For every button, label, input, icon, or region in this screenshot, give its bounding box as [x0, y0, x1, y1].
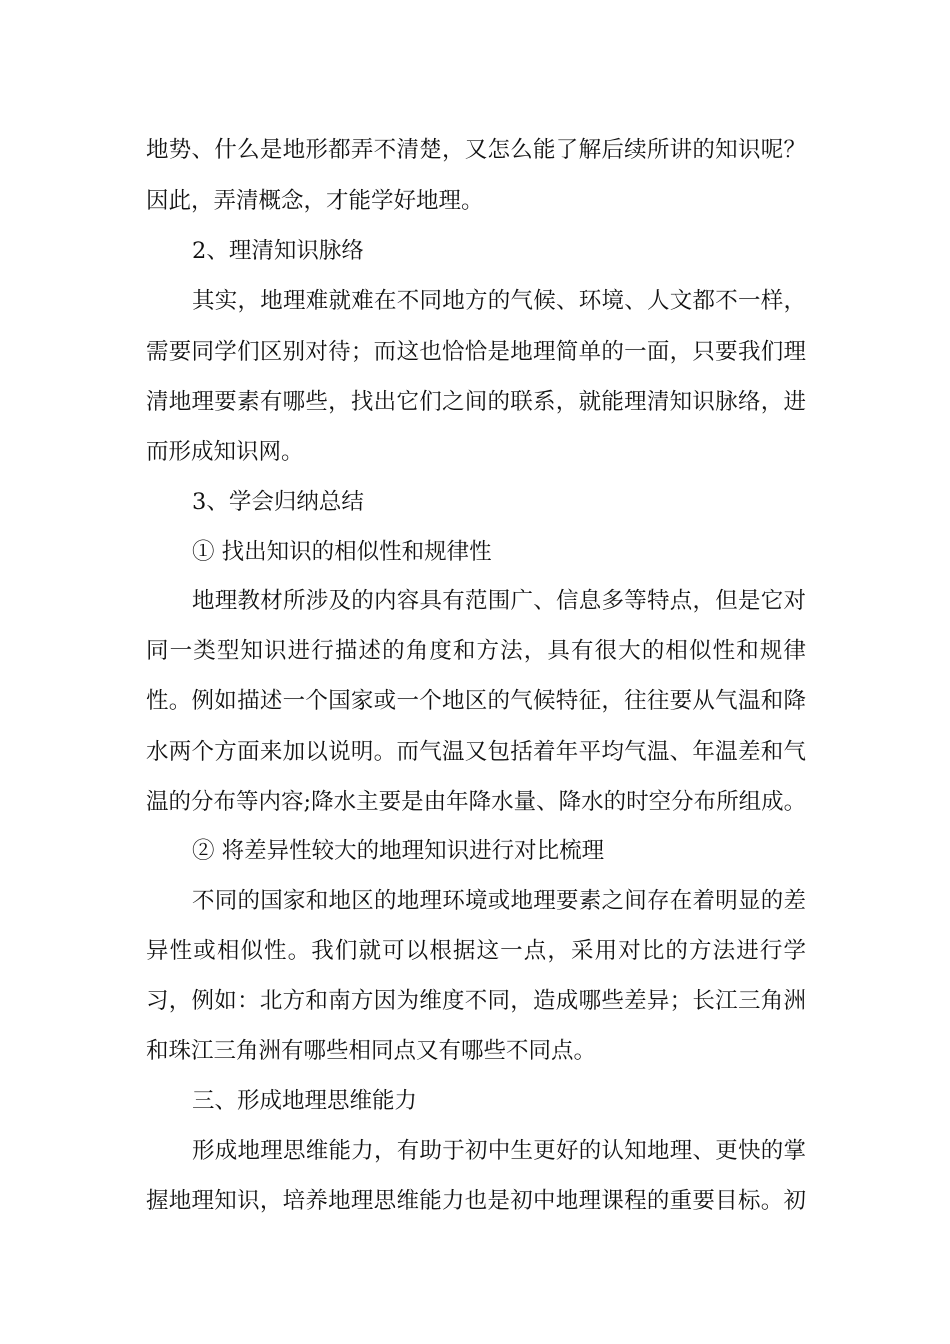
body-line: 握地理知识，培养地理思维能力也是初中地理课程的重要目标。初: [146, 1188, 806, 1214]
subsection-heading: ① 找出知识的相似性和规律性: [192, 539, 492, 565]
body-line: 形成地理思维能力，有助于初中生更好的认知地理、更快的掌: [192, 1138, 806, 1164]
subsection-heading: ② 将差异性较大的地理知识进行对比梳理: [192, 838, 605, 864]
body-line: 异性或相似性。我们就可以根据这一点，采用对比的方法进行学: [146, 938, 806, 964]
body-line: 清地理要素有哪些，找出它们之间的联系，就能理清知识脉络，进: [146, 389, 806, 415]
body-line: 水两个方面来加以说明。而气温又包括着年平均气温、年温差和气: [146, 739, 806, 765]
body-line: 而形成知识网。: [146, 439, 304, 465]
body-line: 习，例如：北方和南方因为维度不同，造成哪些差异；长江三角洲: [146, 988, 806, 1014]
body-line: 温的分布等内容;降水主要是由年降水量、降水的时空分布所组成。: [146, 789, 807, 815]
section-heading: 3、学会归纳总结: [192, 489, 364, 515]
body-line: 和珠江三角洲有哪些相同点又有哪些不同点。: [146, 1038, 597, 1064]
body-line: 性。例如描述一个国家或一个地区的气候特征，往往要从气温和降: [146, 688, 806, 714]
section-heading: 2、理清知识脉络: [192, 238, 364, 264]
section-heading: 三、形成地理思维能力: [192, 1088, 418, 1114]
body-line: 地势、什么是地形都弄不清楚，又怎么能了解后续所讲的知识呢？: [146, 137, 806, 163]
body-line: 同一类型知识进行描述的角度和方法，具有很大的相似性和规律: [146, 638, 806, 664]
body-line: 需要同学们区别对待；而这也恰恰是地理简单的一面，只要我们理: [146, 339, 806, 365]
body-line: 因此，弄清概念，才能学好地理。: [146, 188, 484, 214]
body-line: 其实，地理难就难在不同地方的气候、环境、人文都不一样，: [192, 288, 806, 314]
body-line: 不同的国家和地区的地理环境或地理要素之间存在着明显的差: [192, 888, 806, 914]
body-line: 地理教材所涉及的内容具有范围广、信息多等特点，但是它对: [192, 588, 806, 614]
